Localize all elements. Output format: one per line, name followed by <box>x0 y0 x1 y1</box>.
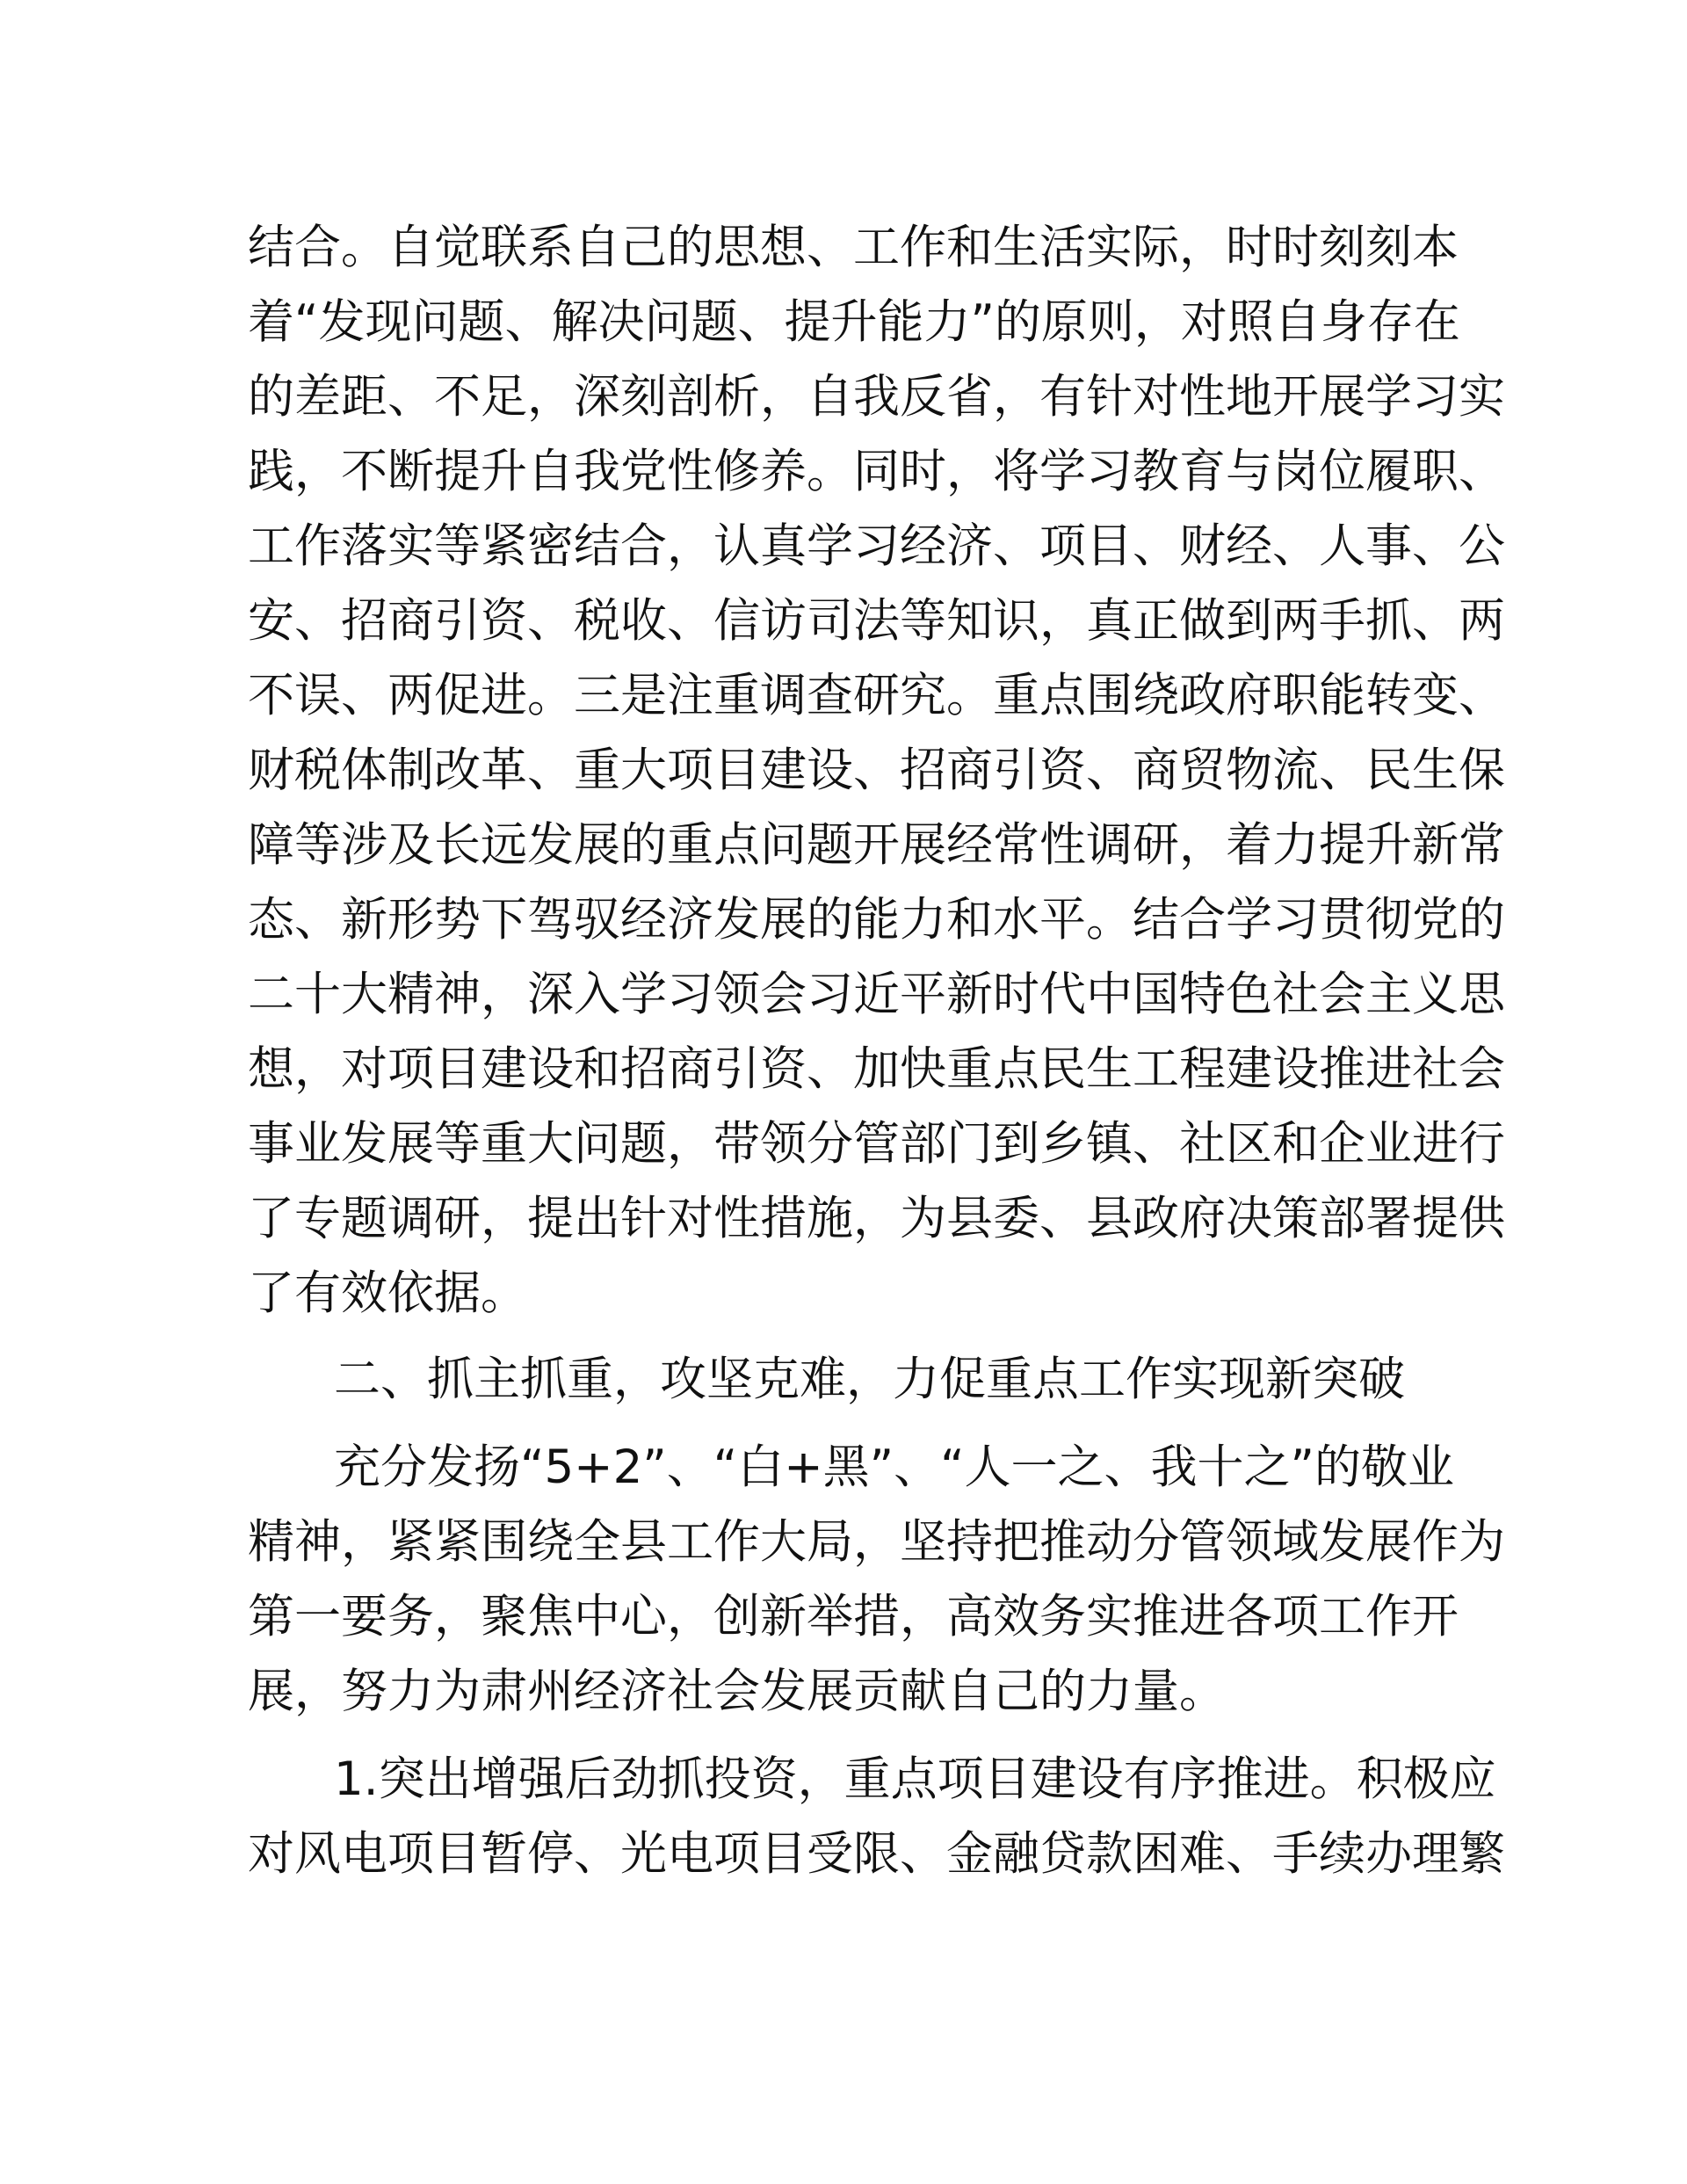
paragraph-line: 不误、两促进。三是注重调查研究。重点围绕政府职能转变、 <box>248 669 1505 722</box>
paragraph-line: 障等涉及长远发展的重点问题开展经常性调研，着力提升新常 <box>248 818 1505 872</box>
paragraph-line: 第一要务，聚焦中心，创新举措，高效务实推进各项工作开 <box>248 1590 1459 1643</box>
paragraph-line: 着“发现问题、解决问题、提升能力”的原则，对照自身存在 <box>248 295 1460 349</box>
paragraph-line: 态、新形势下驾驭经济发展的能力和水平。结合学习贯彻党的 <box>248 893 1505 947</box>
paragraph-line: 想，对项目建设和招商引资、加快重点民生工程建设推进社会 <box>248 1042 1505 1096</box>
paragraph-line: 精神，紧紧围绕全县工作大局，坚持把推动分管领域发展作为 <box>248 1515 1505 1569</box>
paragraph-line: 践，不断提升自我党性修养。同时，将学习教育与岗位履职、 <box>248 445 1505 498</box>
paragraph-line: 的差距、不足，深刻剖析，自我反省，有针对性地开展学习实 <box>248 370 1505 424</box>
paragraph-line: 安、招商引资、税收、信访司法等知识，真正做到两手抓、两 <box>248 594 1505 648</box>
paragraph-line: 了有效依据。 <box>248 1266 527 1320</box>
paragraph-line: 充分发扬“5+2”、“白+黑”、“人一之、我十之”的敬业 <box>334 1440 1455 1494</box>
paragraph-line: 1.突出增强后劲抓投资，重点项目建设有序推进。积极应 <box>334 1752 1496 1806</box>
paragraph-line: 展，努力为肃州经济社会发展贡献自己的力量。 <box>248 1665 1226 1718</box>
paragraph-line: 工作落实等紧密结合，认真学习经济、项目、财经、人事、公 <box>248 519 1505 573</box>
paragraph-line: 事业发展等重大问题，带领分管部门到乡镇、社区和企业进行 <box>248 1117 1505 1171</box>
paragraph-line: 结合。自觉联系自己的思想、工作和生活实际，时时刻刻本 <box>248 221 1459 274</box>
paragraph-line: 了专题调研，提出针对性措施，为县委、县政府决策部署提供 <box>248 1192 1505 1245</box>
paragraph-line: 二十大精神，深入学习领会习近平新时代中国特色社会主义思 <box>248 968 1505 1021</box>
paragraph-line: 财税体制改革、重大项目建设、招商引资、商贸物流、民生保 <box>248 744 1505 797</box>
section-heading: 二、抓主抓重，攻坚克难，力促重点工作实现新突破 <box>334 1353 1405 1406</box>
paragraph-line: 对风电项目暂停、光电项目受限、金融贷款困难、手续办理繁 <box>248 1827 1505 1881</box>
